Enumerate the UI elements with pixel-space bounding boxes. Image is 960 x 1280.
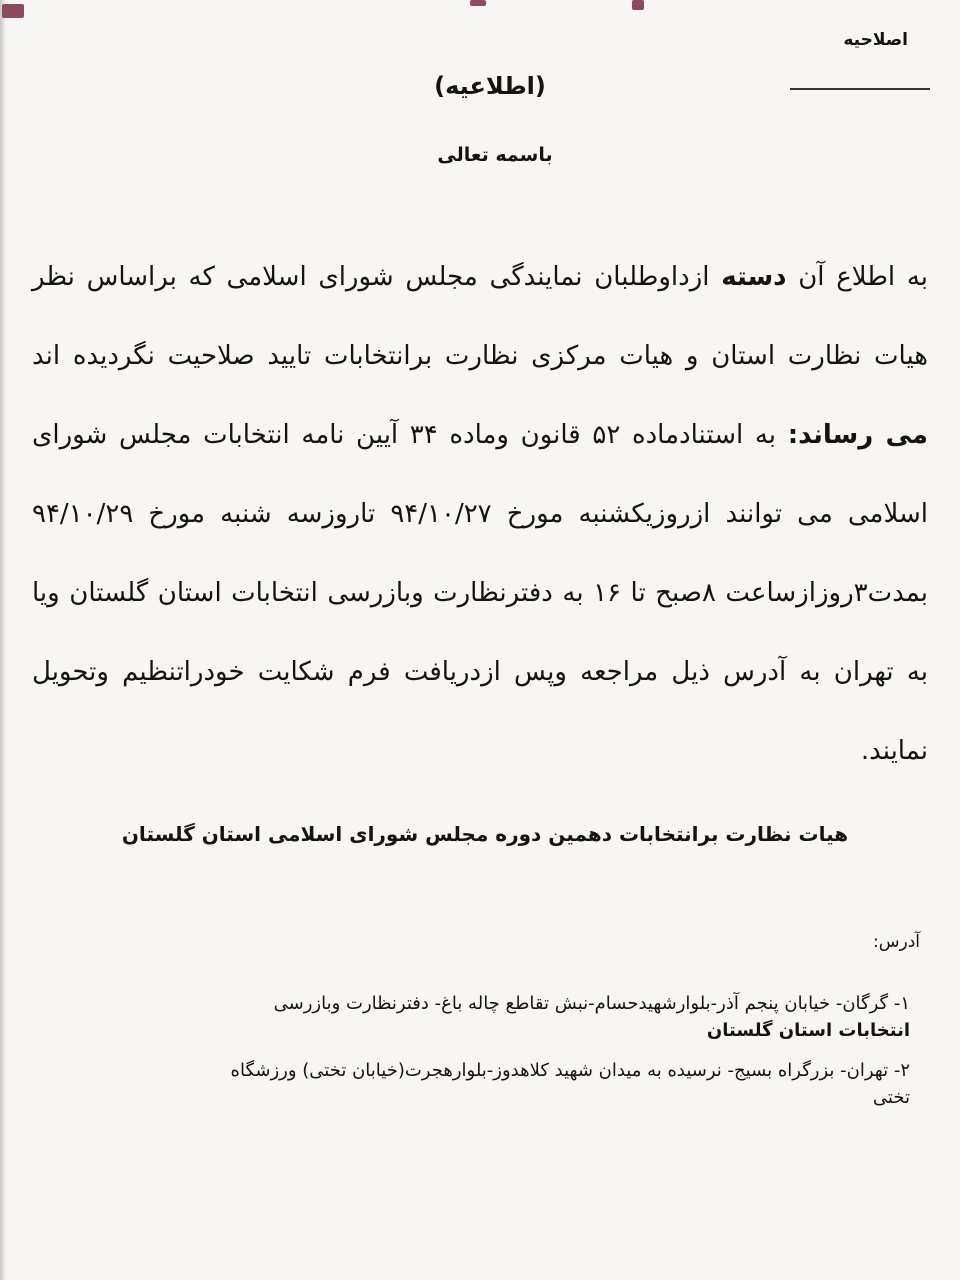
address-line: انتخابات استان گلستان	[706, 1020, 910, 1041]
address-label: آدرس:	[873, 932, 920, 952]
address-line: ۲- تهران- بزرگراه بسیج- نرسیده به میدان شهید کلاهدوز-بلوارهجرت(خیابان تختی) ورزشگاه	[230, 1060, 910, 1081]
address-item-tehran	[80, 1057, 910, 1111]
body-text-bold: می رساند:	[787, 420, 928, 450]
address-list	[80, 990, 910, 1124]
address-line: ۱- گرگان- خیابان پنجم آذر-بلوارشهیدحسام-نبش تقاطع چاله باغ- دفترنظارت وبازرسی	[273, 993, 910, 1014]
scan-speck	[470, 0, 486, 6]
scan-speck	[2, 4, 24, 18]
address-line: تختی	[872, 1087, 910, 1108]
basmala: باسمه تعالی	[437, 144, 553, 166]
scan-edge-shadow	[0, 0, 6, 1280]
issuer-signature: هیات نظارت برانتخابات دهمین دوره مجلس شورای اسلامی استان گلستان	[121, 822, 849, 846]
announcement-body	[32, 238, 928, 791]
body-text-part: ازداوطلبان نمایندگی مجلس شورای اسلامی که براساس نظر هیات نظارت استان و هیات مرکزی نظارت برانتخابات تایید صلاحیت نگردیده اند	[32, 262, 928, 371]
body-text-bold: دسته	[721, 262, 787, 292]
body-text-part: به اطلاع آن	[786, 262, 929, 292]
address-item-gorgan	[80, 990, 910, 1044]
document-title: (اطلاعیه)	[434, 72, 546, 100]
body-text-part: به استنادماده ۵۲ قانون وماده ۳۴ آیین نامه انتخابات مجلس شورای اسلامی می توانند ازروزیکشنبه مورخ ۹۴/۱۰/۲۷ تاروزسه شنبه مورخ ۹۴/۱۰/۲۹ بمدت۳روزازساعت ۸صبح تا ۱۶ به دفترنظارت وبازرسی انتخابات استان گلستان ویا به تهران به آدرس ذیل مراجعه وپس ازدریافت فرم شکایت خودراتنظیم وتحویل نمایند.	[32, 420, 928, 766]
corrigendum-label: اصلاحیه	[843, 30, 908, 50]
scan-speck	[632, 0, 644, 10]
